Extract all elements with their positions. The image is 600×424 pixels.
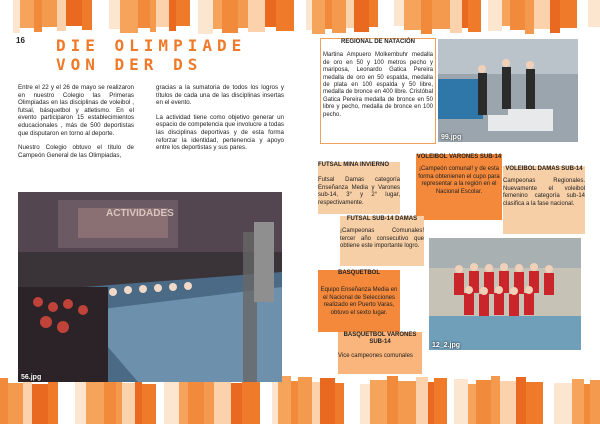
stripe: [120, 0, 138, 33]
gym-event-photo: [18, 192, 282, 382]
stripe: [104, 382, 116, 424]
stripe: [278, 376, 291, 424]
stripe: [500, 381, 516, 424]
stripe: [156, 380, 164, 424]
stripe: [0, 378, 8, 424]
basquetbol-varones-box: [338, 332, 422, 374]
stripe: [138, 0, 150, 28]
stripe: [260, 384, 272, 424]
stripe: [450, 0, 462, 33]
bottom-stripe-band: [0, 376, 600, 424]
stripe: [394, 0, 404, 26]
voleibol-varones-box: [416, 154, 502, 220]
box-body: ¡Campeonas Comunales! tercer año consecutivo que obtiene este importante logro.: [340, 228, 424, 250]
box-heading: REGIONAL DE NATACIÓN: [340, 39, 415, 45]
stripe: [560, 0, 577, 28]
stripe: [416, 377, 428, 424]
stripe: [13, 0, 20, 33]
stripe: [335, 383, 344, 424]
stripe: [214, 378, 231, 424]
stripe: [526, 382, 543, 424]
stripe: [476, 380, 491, 424]
stripe: [525, 0, 534, 34]
stripe: [42, 0, 57, 27]
stripe: [572, 379, 584, 424]
stripe: [588, 0, 600, 27]
stripe: [434, 378, 447, 424]
stripe: [370, 380, 387, 424]
article-column-2: [156, 84, 284, 159]
stripe: [534, 0, 550, 29]
stripe: [510, 0, 525, 30]
box-heading: BASQUETBOL: [338, 270, 380, 276]
gym-banner-text: ACTIVIDADES: [106, 208, 174, 219]
photo-caption: 12_2.jpg: [432, 342, 461, 349]
stripe: [468, 384, 476, 424]
box-heading: BASQUETBOL VARONES SUB-14: [343, 332, 417, 346]
top-stripe-band: [0, 0, 600, 34]
photo-caption: 99.jpg: [441, 134, 462, 141]
basquetbol-box: [318, 270, 400, 332]
stripe: [360, 384, 370, 424]
stripe: [378, 0, 394, 31]
page-title-line-1: DIE OLIMPIADE: [56, 36, 247, 55]
stripe: [276, 0, 294, 31]
box-body: Martina Ampuero Molkembuhr medalla de oro en 50 y 100 metros pecho y mariposa, Leonardo Gatica Pereira medalla de oro en 50 espalda, medalla de plata en 100 espalda y 50 libre, medalla de bronce en 400 libre. Cristóbal Gatica Pereira medalla de bronce en 50 libre y pecho, medalla de bronce en 100 pecho.: [323, 52, 433, 118]
voleibol-damas-box: [503, 166, 585, 234]
stripe: [0, 0, 13, 29]
stripe: [404, 0, 421, 30]
page-title-line-2: VON DER DS: [56, 55, 203, 74]
stripe: [346, 0, 354, 28]
box-body: ¡Campeón comunal! y de esta forma obtenienen el cupo para representar a la región en el Nacional Escolar.: [418, 166, 500, 195]
article-column-1: [18, 84, 134, 166]
stripe: [122, 383, 135, 424]
stripe: [550, 0, 560, 33]
stripe: [398, 381, 416, 424]
stripe: [109, 0, 120, 29]
stripe: [332, 0, 346, 33]
stripe: [57, 0, 66, 31]
stripe: [213, 0, 222, 29]
stripe: [188, 377, 204, 424]
stripe: [32, 384, 48, 424]
stripe: [242, 379, 260, 424]
stripe: [491, 376, 500, 424]
stripe: [169, 0, 176, 31]
stripe: [516, 377, 526, 424]
page-number: 16: [16, 36, 25, 45]
box-body: Vice campeones comunales: [338, 352, 413, 359]
stripe: [354, 0, 369, 32]
stripe: [577, 0, 588, 32]
box-heading: FUTSAL MINA INVIERNO: [318, 162, 390, 168]
volleyball-team-illustration: [429, 238, 581, 350]
stripe: [369, 0, 378, 27]
box-heading: FUTSAL SUB-14 DAMAS: [346, 216, 418, 222]
stripe: [387, 376, 398, 424]
swimming-podium-photo: [438, 39, 578, 142]
stripe: [222, 0, 238, 33]
stripe: [156, 0, 169, 27]
article-paragraph: La actividad tiene como objetivo generar un espacio de competencia que involucre a todas las disciplinas deportivas y de esta forma reforzar la identidad, pertenencia y apoyo entre los deportistas y sus pares.: [156, 113, 284, 152]
stripe: [48, 380, 58, 424]
stripe: [198, 0, 213, 34]
stripe: [75, 381, 86, 424]
stripe: [265, 0, 276, 27]
stripe: [142, 384, 156, 424]
stripe: [20, 0, 34, 28]
stripe: [543, 378, 554, 424]
futsal-damas-box: [340, 216, 424, 266]
stripe: [176, 0, 190, 26]
stripe: [488, 0, 502, 31]
stripe: [248, 0, 265, 32]
stripe: [135, 379, 142, 424]
box-body: Equipo Enseñanza Media en el Nacional de Selecciones realizado en Puerto Varas, obtuvo el sexto lugar.: [320, 287, 398, 316]
stripe: [325, 0, 332, 29]
box-heading: VOLEIBOL VARONES SUB-14: [416, 154, 502, 160]
stripe: [82, 0, 92, 30]
stripe: [58, 376, 75, 424]
stripe: [86, 377, 104, 424]
stripe: [590, 380, 600, 424]
stripe: [502, 0, 510, 26]
stripe: [92, 0, 109, 34]
stripe: [8, 383, 23, 424]
stripe: [454, 379, 468, 424]
stripe: [66, 0, 82, 26]
stripe: [179, 381, 188, 424]
article-paragraph: Entre el 22 y el 26 de mayo se realizaron en nuestro Colegio las Primeras Olimpiadas en las disciplinas de voleibol , futsal, básquetbol y atletismo. En el evento participaron 15 establecimientos educacionales , más de 500 deportistas que disputaron en torno al deporte.: [18, 84, 134, 137]
box-heading: VOLEIBOL DAMAS SUB-14: [505, 166, 583, 172]
swimming-podium-illustration: [438, 39, 578, 142]
article-paragraph: gracias a la sumatoria de todos los logros y títulos de cada una de las disciplinas insertas en el evento.: [156, 84, 284, 107]
volleyball-team-photo: [429, 238, 581, 350]
article-paragraph: Nuestro Colegio obtuvo el título de Campeón General de las Olimpiadas,: [18, 144, 134, 159]
stripe: [164, 376, 179, 424]
gym-event-illustration: [18, 192, 282, 382]
stripe: [481, 0, 488, 27]
box-body: Futsal Damas categoría Enseñanza Media y Varones sub-14, 3° y 2° lugar, respectivamente.: [318, 177, 400, 206]
stripe: [447, 383, 454, 424]
stripe: [190, 0, 198, 30]
stripe: [344, 379, 360, 424]
photo-caption: 56.jpg: [21, 374, 42, 381]
stripe: [238, 0, 248, 28]
futsal-mina-box: [318, 162, 400, 214]
stripe: [23, 379, 32, 424]
stripe: [231, 383, 242, 424]
stripe: [468, 0, 481, 32]
stripe: [320, 378, 335, 424]
stripe: [554, 383, 572, 424]
stripe: [421, 0, 432, 34]
stripe: [204, 382, 214, 424]
box-body: Campeonas Regionales. Nuevamente el voleibol femenino categoría sub-14 clasifica a la fase nacional.: [503, 178, 585, 207]
stripe: [312, 0, 325, 34]
stripe: [34, 0, 42, 32]
stripe: [312, 382, 320, 424]
regional-natacion-box: [320, 38, 436, 144]
stripe: [291, 381, 298, 424]
stripe: [432, 0, 450, 29]
stripe: [294, 0, 306, 26]
stripe: [298, 377, 312, 424]
